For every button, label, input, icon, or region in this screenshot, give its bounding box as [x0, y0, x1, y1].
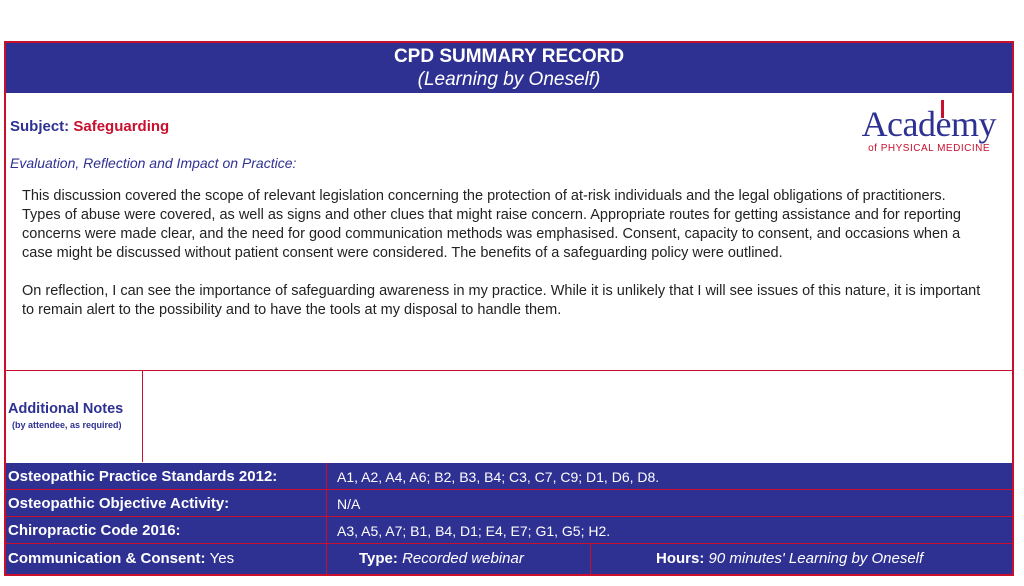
footer-row-ops: [6, 463, 1012, 490]
type-label: Type:: [359, 550, 398, 567]
footer-row-label: Osteopathic Objective Activity:: [8, 495, 230, 512]
evaluation-paragraph-2: On reflection, I can see the importance of safeguarding awareness in my practice. While it is unlikely that I will see issues of this nature, it is important to remain alert to the possibility and to have the tools at my disposal to handle them.: [22, 283, 981, 318]
footer-row-label: Chiropractic Code 2016:: [8, 522, 181, 539]
footer-row-value: A3, A5, A7; B1, B4, D1; E4, E7; G1, G5; H2.: [337, 523, 611, 539]
type-value: Recorded webinar: [402, 550, 524, 567]
record-title: CPD SUMMARY RECORD: [393, 46, 625, 67]
communication-value: Yes: [209, 550, 235, 567]
additional-notes-subtitle: (by attendee, as required): [12, 420, 122, 430]
activity-hours: [656, 550, 923, 567]
additional-notes-title: Additional Notes: [8, 401, 124, 417]
record-header: [6, 43, 1012, 93]
evaluation-text: [22, 187, 986, 339]
communication-consent: [8, 550, 234, 567]
additional-notes-label-cell: [6, 371, 143, 462]
footer-row-value: N/A: [337, 496, 361, 512]
evaluation-heading: Evaluation, Reflection and Impact on Practice:: [10, 155, 297, 171]
column-divider: [326, 463, 327, 490]
footer-row-details: [6, 544, 1012, 574]
column-divider: [590, 544, 591, 574]
section-divider: [6, 370, 1012, 371]
evaluation-paragraph-1: This discussion covered the scope of relevant legislation concerning the protection of at-risk individuals and the legal obligations of practitioners. Types of abuse were covered, as well as signs and other clues that might raise concern. Appropriate routes for getting assistance and for reporting concerns were made clear, and the need for good communication methods was emphasised. Consent, capacity to consent, and occasions when a case might be discussed without patient consent were considered. The benefits of a safeguarding policy were outlined.: [22, 188, 961, 261]
logo-wordmark: Academy: [861, 104, 996, 144]
footer-row-label: Osteopathic Practice Standards 2012:: [8, 468, 278, 485]
academy-logo: [846, 103, 996, 155]
hours-label: Hours:: [656, 550, 705, 567]
logo-subtitle: of PHYSICAL MEDICINE: [868, 143, 990, 154]
subject-line: [10, 118, 169, 135]
cpd-record-form: [4, 41, 1014, 576]
subject-value: Safeguarding: [73, 118, 170, 135]
footer-row-ooa: [6, 490, 1012, 517]
column-divider: [326, 490, 327, 517]
subject-label: Subject:: [10, 118, 70, 135]
communication-label: Communication & Consent:: [8, 550, 206, 567]
column-divider: [326, 517, 327, 544]
column-divider: [326, 544, 327, 574]
activity-type: [359, 550, 524, 567]
hours-value: 90 minutes' Learning by Oneself: [708, 550, 924, 567]
standards-footer: [6, 463, 1012, 574]
footer-row-value: A1, A2, A4, A6; B2, B3, B4; C3, C7, C9; D1, D6, D8.: [337, 469, 660, 485]
footer-row-chiro: [6, 517, 1012, 544]
record-subtitle: (Learning by Oneself): [417, 69, 601, 90]
